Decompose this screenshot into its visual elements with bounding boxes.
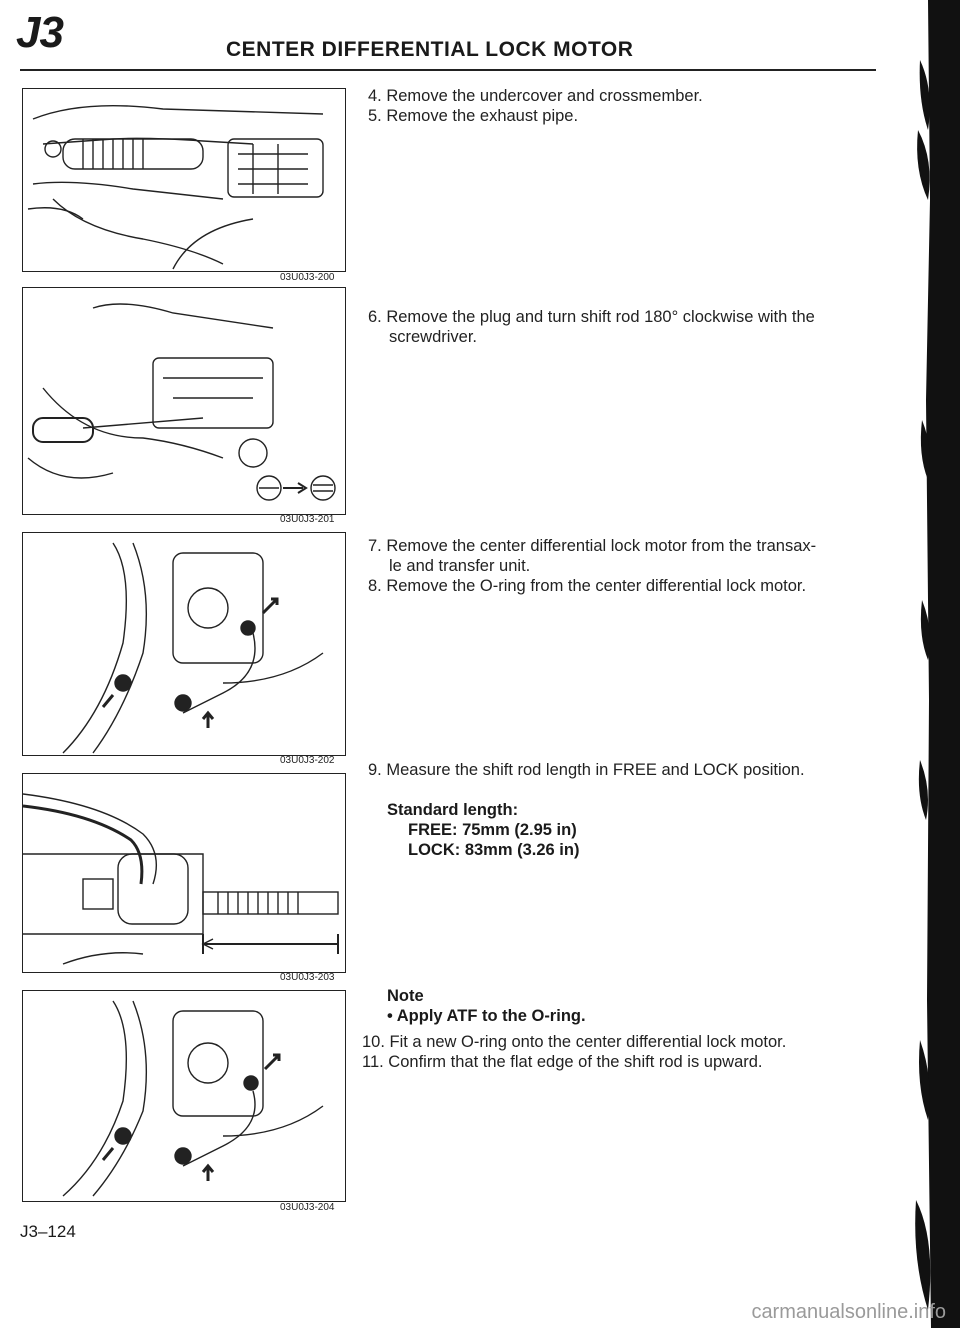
note-block (387, 986, 586, 1026)
step-6-block (368, 307, 815, 347)
spec-free: FREE: 75mm (2.95 in) (408, 821, 577, 839)
step-9-block (368, 760, 805, 780)
steps-7-8 (368, 536, 816, 596)
spec-lock: LOCK: 83mm (3.26 in) (408, 841, 580, 859)
figure-exhaust (22, 88, 346, 272)
figure-screwdriver (22, 287, 346, 515)
figure-id-3: 03U0J3-202 (280, 755, 335, 766)
step-6-cont: screwdriver. (389, 328, 478, 346)
step-8: 8. Remove the O-ring from the center differential lock motor. (368, 577, 807, 595)
figure-shift-rod (22, 773, 346, 973)
step-7: 7. Remove the center differential lock motor from the transax- (368, 537, 817, 555)
step-10: 10. Fit a new O-ring onto the center differential lock motor. (362, 1033, 787, 1051)
header-rule (20, 69, 876, 71)
footer-watermark: carmanualsonline.info (751, 1301, 946, 1323)
standard-length-spec (387, 800, 579, 860)
page-number: J3–124 (20, 1222, 76, 1241)
step-4: 4. Remove the undercover and crossmember. (368, 87, 703, 105)
figure-lock-motor (22, 532, 346, 756)
step-7-cont: le and transfer unit. (389, 557, 531, 575)
step-9: 9. Measure the shift rod length in FREE and LOCK position. (368, 761, 805, 779)
note-item: • Apply ATF to the O-ring. (387, 1007, 586, 1025)
spec-heading: Standard length: (387, 801, 519, 819)
steps-4-5 (368, 86, 703, 126)
step-11: 11. Confirm that the flat edge of the shift rod is upward. (362, 1053, 763, 1071)
figure-id-4: 03U0J3-203 (280, 972, 335, 983)
figure-id-2: 03U0J3-201 (280, 514, 335, 525)
binding-edge (898, 0, 960, 1328)
steps-10-11 (362, 1032, 786, 1072)
figure-id-5: 03U0J3-204 (280, 1202, 335, 1213)
figure-id-1: 03U0J3-200 (280, 272, 335, 283)
page-title: CENTER DIFFERENTIAL LOCK MOTOR (226, 38, 634, 61)
figure-installation (22, 990, 346, 1202)
section-code: J3 (16, 8, 63, 57)
step-6: 6. Remove the plug and turn shift rod 180° clockwise with the (368, 308, 815, 326)
step-5: 5. Remove the exhaust pipe. (368, 107, 579, 125)
note-heading: Note (387, 987, 424, 1005)
